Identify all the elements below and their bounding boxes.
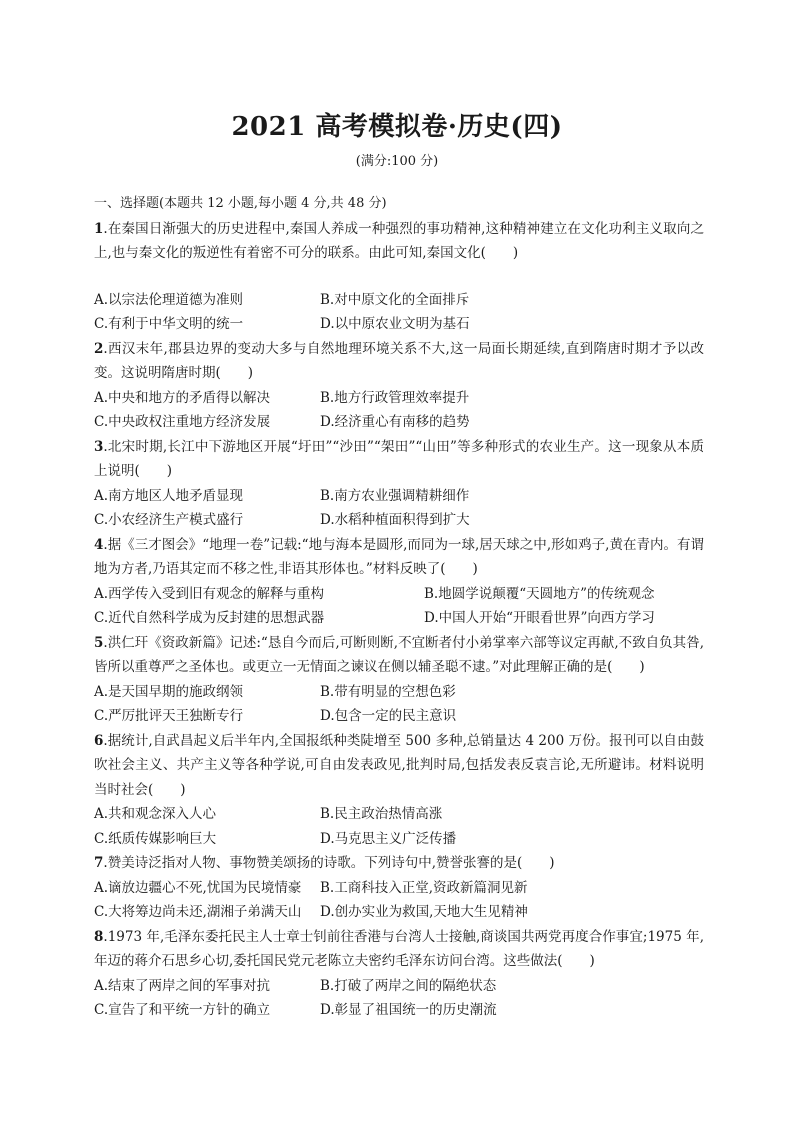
option-a[interactable]: A.以宗法伦理道德为准则 — [94, 291, 244, 308]
option-c[interactable]: C.小农经济生产模式盛行 — [94, 512, 244, 528]
answer-gap — [94, 266, 704, 288]
question-number: 3 — [94, 438, 104, 455]
question-stem — [94, 217, 704, 266]
question-text: .据统计,自武昌起义后半年内,全国报纸种类陡增至 500 多种,总销量达 4 200 万份。报刊可以自由鼓吹社会主义、共产主义等各种学说,可自由发表政见,批判时局,包括发表反袁言论,无所避讳。材料说明当时社会( ) — [94, 732, 704, 798]
question-stem — [94, 533, 704, 582]
options — [94, 974, 704, 1023]
option-d[interactable]: D.经济重心有南移的趋势 — [320, 414, 470, 430]
option-b[interactable]: B.带有明显的空想色彩 — [320, 683, 456, 700]
option-d[interactable]: D.包含一定的民主意识 — [320, 708, 457, 724]
option-a[interactable]: A.南方地区人地矛盾显现 — [94, 487, 244, 504]
question-stem — [94, 631, 704, 680]
option-b[interactable]: B.民主政治热情高涨 — [320, 806, 443, 822]
question-text: .洪仁玕《资政新篇》记述:“恳自今而后,可断则断,不宜断者付小弟掌率六部等议定再献,不致自负其咎,皆所以重尊严之圣体也。或更立一无情面之谏议在侧以辅圣聪不逮。”对此理解正确的是( ) — [94, 634, 704, 675]
option-d[interactable]: D.马克思主义广泛传播 — [320, 830, 457, 847]
question-stem — [94, 337, 704, 386]
options — [94, 876, 704, 925]
option-c[interactable]: C.近代自然科学成为反封建的思想武器 — [94, 610, 325, 626]
option-a[interactable]: A.西学传入受到旧有观念的解释与重构 — [94, 585, 325, 602]
option-c[interactable]: C.有利于中华文明的统一 — [94, 316, 244, 332]
option-a[interactable]: A.谪放边疆心不死,忧国为民境情豪 — [94, 879, 302, 896]
question-stem — [94, 851, 704, 876]
option-a[interactable]: A.结束了两岸之间的军事对抗 — [94, 977, 271, 994]
option-b[interactable]: B.对中原文化的全面排斥 — [320, 291, 470, 308]
question-stem — [94, 729, 704, 803]
score-note: (满分:100 分) — [355, 154, 439, 169]
question-3 — [94, 435, 704, 533]
question-8 — [94, 925, 704, 1023]
option-b[interactable]: B.工商科技入正堂,资政新篇洞见新 — [320, 879, 528, 896]
option-c[interactable]: C.中央政权注重地方经济发展 — [94, 414, 271, 430]
question-text: .据《三才图会》“地理一卷”记载:“地与海本是圆形,而同为一球,居天球之中,形如鸡子,黄在青内。有谓地为方者,乃语其定而不移之性,非语其形体也。”材料反映了( ) — [94, 536, 704, 577]
option-c[interactable]: C.严厉批评天王独断专行 — [94, 708, 244, 724]
question-stem — [94, 435, 704, 484]
question-number: 6 — [94, 732, 104, 749]
options — [94, 802, 704, 851]
question-text: .在秦国日渐强大的历史进程中,秦国人养成一种强烈的事功精神,这种精神建立在文化功利主义取向之上,也与秦文化的叛逆性有着密不可分的联系。由此可知,秦国文化( ) — [94, 220, 704, 261]
question-1 — [94, 217, 704, 337]
options — [94, 680, 704, 729]
section-heading: 一、选择题(本题共 12 小题,每小题 4 分,共 48 分) — [94, 196, 387, 211]
option-d[interactable]: D.中国人开始“开眼看世界”向西方学习 — [424, 610, 655, 626]
option-d[interactable]: D.水稻种植面积得到扩大 — [320, 512, 470, 528]
question-6 — [94, 729, 704, 852]
option-d[interactable]: D.彰显了祖国统一的历史潮流 — [320, 1002, 497, 1018]
option-b[interactable]: B.打破了两岸之间的隔绝状态 — [320, 977, 497, 994]
question-number: 2 — [94, 340, 104, 357]
question-number: 1 — [94, 220, 104, 237]
question-text: .1973 年,毛泽东委托民主人士章士钊前往香港与台湾人士接触,商谈国共两党再度合作事宜;1975 年,年迈的蒋介石思乡心切,委托国民党元老陈立夫密约毛泽东访问台湾。这些做法( ) — [94, 928, 704, 969]
option-b[interactable]: B.地方行政管理效率提升 — [320, 389, 470, 406]
option-a[interactable]: A.共和观念深入人心 — [94, 806, 217, 822]
options — [94, 386, 704, 435]
options — [94, 288, 704, 337]
option-c[interactable]: C.大将筹边尚未还,湖湘子弟满天山 — [94, 904, 302, 920]
question-number: 7 — [94, 855, 104, 871]
question-2 — [94, 337, 704, 435]
option-c[interactable]: C.纸质传媒影响巨大 — [94, 830, 217, 847]
question-number: 4 — [94, 536, 104, 553]
question-5 — [94, 631, 704, 729]
question-4 — [94, 533, 704, 631]
question-stem — [94, 925, 704, 974]
options — [94, 582, 704, 631]
option-a[interactable]: A.是天国早期的施政纲领 — [94, 683, 244, 700]
option-d[interactable]: D.创办实业为救国,天地大生见精神 — [320, 904, 528, 920]
question-number: 8 — [94, 928, 104, 945]
question-text: .西汉末年,郡县边界的变动大多与自然地理环境关系不大,这一局面长期延续,直到隋唐时期才予以改变。这说明隋唐时期( ) — [94, 340, 704, 381]
question-text: .赞美诗泛指对人物、事物赞美颂扬的诗歌。下列诗句中,赞誉张謇的是( ) — [103, 855, 555, 871]
exam-content — [94, 192, 704, 1023]
option-d[interactable]: D.以中原农业文明为基石 — [320, 316, 470, 332]
question-7 — [94, 851, 704, 925]
option-c[interactable]: C.宣告了和平统一方针的确立 — [94, 1002, 271, 1018]
option-b[interactable]: B.地圆学说颠覆“天圆地方”的传统观念 — [424, 585, 655, 602]
question-text: .北宋时期,长江中下游地区开展“圩田”“沙田”“架田”“山田”等多种形式的农业生产。这一现象从本质上说明( ) — [94, 438, 704, 479]
page-title: 2021 高考模拟卷·历史(四) — [231, 112, 563, 142]
option-a[interactable]: A.中央和地方的矛盾得以解决 — [94, 389, 271, 406]
option-b[interactable]: B.南方农业强调精耕细作 — [320, 487, 470, 504]
options — [94, 484, 704, 533]
question-number: 5 — [94, 634, 104, 651]
